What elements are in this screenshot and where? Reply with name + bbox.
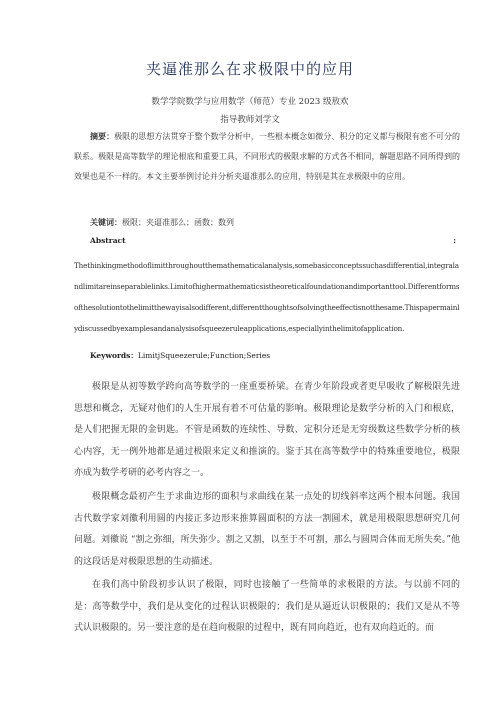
keywords-en: [90, 350, 270, 361]
abstract-cn-text: 极限的思想方法贯穿于整个数学分析中，一些根本概念如微分、积分的定义都与极限有密不可分的联系。极限是高等数学的理论根底和重要工具，不同形式的极限求解的方式各不相同，解题思路不同所得到的效果也是不一样的。本文主要举例讨论并分析夹逼准那么的应用，特别是其在求极限中的应用。: [74, 132, 461, 181]
abstract-en-colon: :: [453, 236, 456, 245]
author-line: 数学学院数学与应用数学（师范）专业 2023 级敖欢: [151, 97, 349, 107]
abstract-en-text: Thethinkingmethodoflimitthroughoutthemathematicalanalysis,somebasicconceptssuchasdifferential,integralandlimitareinseparablelinks.Limitofhighermathematicsistheoreticalfoundationandimportanttool.Differentformsofthesolutiontothelimitthewayisalsodifferent,differentthoughtsofsolvingtheeffectisnotthesame.Thispapermainlydiscussedbyexamplesandanalysisofsqueezeruleapplications,especiallyinthelimitofapplication.: [74, 261, 460, 333]
keywords-cn-text: 极限；夹逼准那么；函数；数列: [122, 218, 234, 227]
body-paragraph: 在我们高中阶段初步认识了极限，同时也接触了一些简单的求极限的方法。与以前不同的是：高等数学中，我们是从变化的过程认识极限的；我们是从逼近认识极限的；我们又是从不等式认识极限的。另一要注意的是在趋向极限的过程中，既有同向趋近，也有双向趋近的。而: [74, 580, 460, 633]
advisor-line: 指导教师刘学文: [220, 115, 280, 125]
keywords-en-text: LimitjSqueezerule;Function;Series: [137, 351, 271, 360]
keywords-cn-label: 关键词：: [90, 217, 122, 227]
body-paragraph: 极限概念最初产生于求曲边形的面积与求曲线在某一点处的切线斜率这两个根本问题。我国古代数学家刘徽利用圆的内接正多边形来推算圆面积的方法一割圆术，就是用极限思想研究几何问题。刘徽说 “割之弥细，所失弥少。割之又割，以至于不可割，那么与圆周合体而无所失矣。”他的这段话是对极限思想的生动描述。: [74, 492, 460, 567]
abstract-cn: [74, 126, 460, 187]
abstract-en-heading: [90, 236, 456, 245]
keywords-cn: [74, 212, 460, 233]
abstract-cn-label: 摘要：: [90, 131, 115, 141]
body-paragraph: 极限是从初等数学跨向高等数学的一座重要桥梁。在青少年阶段或者更早吸收了解极限先进思想和概念，无疑对他们的人生开展有着不可估量的影响。极限理论是数学分析的入门和根底，是人们把握无限的金钥匙。不管是函数的连续性、导数、定积分还是无穷级数这些数学分析的核心内容，无一例外地都是通过极限来定义和推演的。鉴于其在高等数学中的特殊重要地位，极限亦成为数学考研的必考内容之一。: [74, 382, 460, 478]
document-title: 夹逼准那么在求极限中的应用: [145, 60, 354, 78]
keywords-en-label: Keywords：: [90, 351, 138, 360]
abstract-en-label: Abstract: [90, 236, 126, 245]
